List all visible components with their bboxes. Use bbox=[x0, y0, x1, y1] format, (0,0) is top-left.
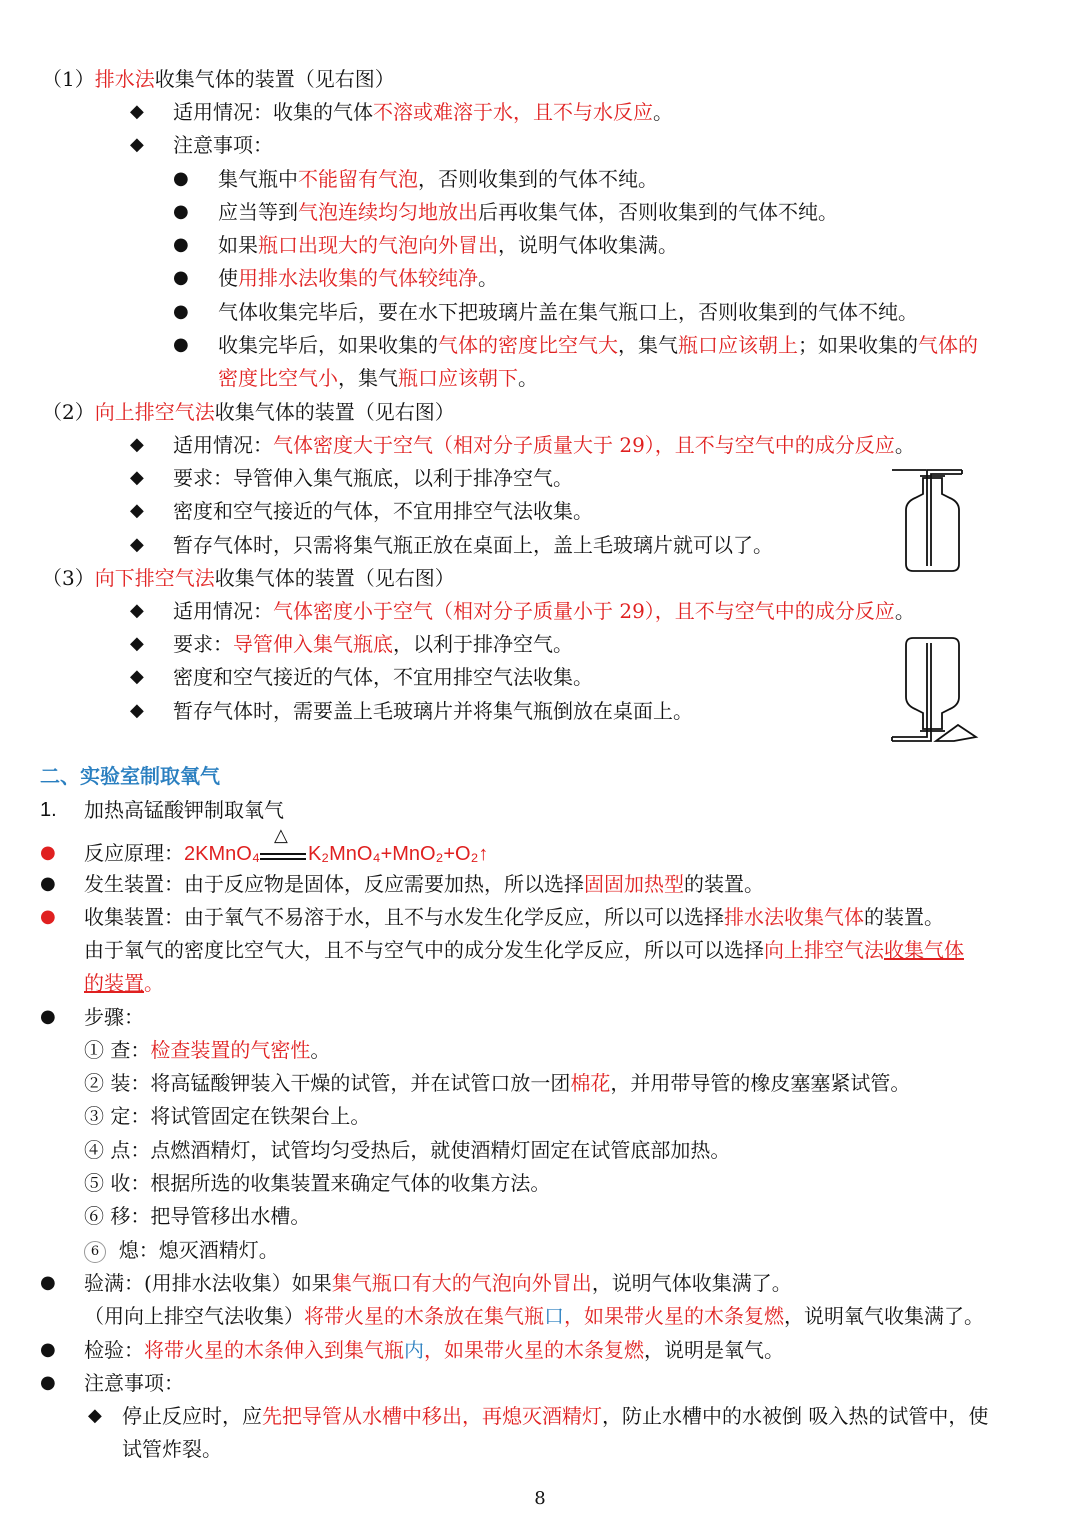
step-7: 6 熄：熄灭酒精灯。 bbox=[84, 1237, 279, 1263]
reaction-arrow bbox=[260, 824, 308, 865]
downward-air-bottle-diagram bbox=[890, 635, 982, 747]
s3-title: （3）向下排空气法收集气体的装置（见右图） bbox=[42, 566, 455, 590]
dot-bullet-icon: ● bbox=[173, 201, 189, 222]
check-full: 验满：(用排水法收集）如果集气瓶口有大的气泡向外冒出，说明气体收集满了。 bbox=[84, 1271, 792, 1295]
dot-bullet-icon: ● bbox=[173, 168, 189, 189]
s1-note-1: 集气瓶中不能留有气泡，否则收集到的气体不纯。 bbox=[218, 167, 658, 191]
dot-bullet-icon: ● bbox=[173, 301, 189, 322]
red-dot-bullet-icon: ● bbox=[40, 906, 56, 927]
caution-1: 停止反应时，应先把导管从水槽中移出，再熄灭酒精灯，防止水槽中的水被倒 吸入热的试管中，使 bbox=[122, 1404, 989, 1428]
diamond-bullet-icon: ◆ bbox=[88, 1405, 102, 1426]
collection-device: 收集装置：由于氧气不易溶于水，且不与水发生化学反应，所以可以选择排水法收集气体的装置。 bbox=[84, 905, 944, 929]
dot-bullet-icon: ● bbox=[173, 234, 189, 255]
s1-note-4: 使用排水法收集的气体较纯净。 bbox=[218, 266, 498, 290]
collection-device-2-cont: 的装置。 bbox=[84, 971, 164, 995]
diamond-bullet-icon: ◆ bbox=[130, 434, 144, 455]
diamond-bullet-icon: ◆ bbox=[130, 700, 144, 721]
dot-bullet-icon: ● bbox=[40, 1006, 56, 1027]
diamond-bullet-icon: ◆ bbox=[130, 467, 144, 488]
heat-symbol: △ bbox=[273, 824, 288, 846]
caution-1-cont: 试管炸裂。 bbox=[122, 1437, 222, 1461]
diamond-bullet-icon: ◆ bbox=[130, 600, 144, 621]
s2-storage-note: 暂存气体时，只需将集气瓶正放在桌面上，盖上毛玻璃片就可以了。 bbox=[173, 533, 773, 557]
s1-note-5: 气体收集完毕后，要在水下把玻璃片盖在集气瓶口上，否则收集到的气体不纯。 bbox=[218, 300, 918, 324]
dot-bullet-icon: ● bbox=[40, 873, 56, 894]
item-number: 1. bbox=[40, 799, 57, 821]
step-2: ② 装：将高锰酸钾装入干燥的试管，并在试管口放一团棉花，并用带导管的橡皮塞塞紧试管。 bbox=[84, 1071, 911, 1095]
s2-title: （2）向上排空气法收集气体的装置（见右图） bbox=[42, 400, 455, 424]
s1-usage: 适用情况：收集的气体不溶或难溶于水，且不与水反应。 bbox=[173, 100, 673, 124]
dot-bullet-icon: ● bbox=[40, 1339, 56, 1360]
s2-usage: 适用情况：气体密度大于空气（相对分子质量大于 29），且不与空气中的成分反应。 bbox=[173, 433, 915, 457]
collection-device-2: 由于氧气的密度比空气大，且不与空气中的成分发生化学反应，所以可以选择向上排空气法收集气体 bbox=[84, 938, 964, 962]
s3-density-note: 密度和空气接近的气体，不宜用排空气法收集。 bbox=[173, 665, 593, 689]
dot-bullet-icon: ● bbox=[173, 334, 189, 355]
diamond-bullet-icon: ◆ bbox=[130, 500, 144, 521]
s2-density-note: 密度和空气接近的气体，不宜用排空气法收集。 bbox=[173, 499, 593, 523]
s1-note-2: 应当等到气泡连续均匀地放出后再收集气体，否则收集到的气体不纯。 bbox=[218, 200, 838, 224]
diamond-bullet-icon: ◆ bbox=[130, 666, 144, 687]
s1-title: （1）排水法收集气体的装置（见右图） bbox=[42, 67, 395, 91]
page-number: 8 bbox=[534, 1488, 546, 1509]
s2-requirement: 要求：导管伸入集气瓶底，以利于排净空气。 bbox=[173, 466, 573, 490]
diamond-bullet-icon: ◆ bbox=[130, 534, 144, 555]
s1-note-6-cont: 密度比空气小，集气瓶口应该朝下。 bbox=[218, 366, 538, 390]
dot-bullet-icon: ● bbox=[173, 267, 189, 288]
step-6: ⑥ 移：把导管移出水槽。 bbox=[84, 1204, 311, 1228]
red-dot-bullet-icon: ● bbox=[40, 842, 56, 863]
s1-note-3: 如果瓶口出现大的气泡向外冒出，说明气体收集满。 bbox=[218, 233, 678, 257]
item-title: 加热高锰酸钾制取氧气 bbox=[84, 798, 284, 822]
diamond-bullet-icon: ◆ bbox=[130, 101, 144, 122]
step-4: ④ 点：点燃酒精灯，试管均匀受热后，就使酒精灯固定在试管底部加热。 bbox=[84, 1138, 731, 1162]
s1-note-6: 收集完毕后，如果收集的气体的密度比空气大，集气瓶口应该朝上；如果收集的气体的 bbox=[218, 333, 978, 357]
step-1: ① 查：检查装置的气密性。 bbox=[84, 1038, 331, 1062]
step-5: ⑤ 收：根据所选的收集装置来确定气体的收集方法。 bbox=[84, 1171, 551, 1195]
reaction-principle: 反应原理：2KMnO₄ △ K₂MnO₄+MnO₂+O₂↑ bbox=[84, 824, 489, 865]
diamond-bullet-icon: ◆ bbox=[130, 633, 144, 654]
generator-device: 发生装置：由于反应物是固体，反应需要加热，所以选择固固加热型的装置。 bbox=[84, 872, 764, 896]
s1-notes-label: 注意事项： bbox=[173, 133, 273, 157]
cautions-label: 注意事项： bbox=[84, 1371, 184, 1395]
dot-bullet-icon: ● bbox=[40, 1372, 56, 1393]
s3-usage: 适用情况：气体密度小于空气（相对分子质量小于 29），且不与空气中的成分反应。 bbox=[173, 599, 915, 623]
test-oxygen: 检验：将带火星的木条伸入到集气瓶内，如果带火星的木条复燃，说明是氧气。 bbox=[84, 1338, 784, 1362]
dot-bullet-icon: ● bbox=[40, 1272, 56, 1293]
upward-air-bottle-diagram bbox=[890, 462, 980, 577]
steps-label: 步骤： bbox=[84, 1005, 144, 1029]
diamond-bullet-icon: ◆ bbox=[130, 134, 144, 155]
s3-requirement: 要求：导管伸入集气瓶底，以利于排净空气。 bbox=[173, 632, 573, 656]
check-full-2: （用向上排空气法收集）将带火星的木条放在集气瓶口，如果带火星的木条复燃，说明氧气收集满了。 bbox=[84, 1304, 984, 1328]
section-heading: 二、实验室制取氧气 bbox=[40, 766, 220, 788]
step-3: ③ 定：将试管固定在铁架台上。 bbox=[84, 1104, 371, 1128]
s3-storage-note: 暂存气体时，需要盖上毛玻璃片并将集气瓶倒放在桌面上。 bbox=[173, 699, 693, 723]
